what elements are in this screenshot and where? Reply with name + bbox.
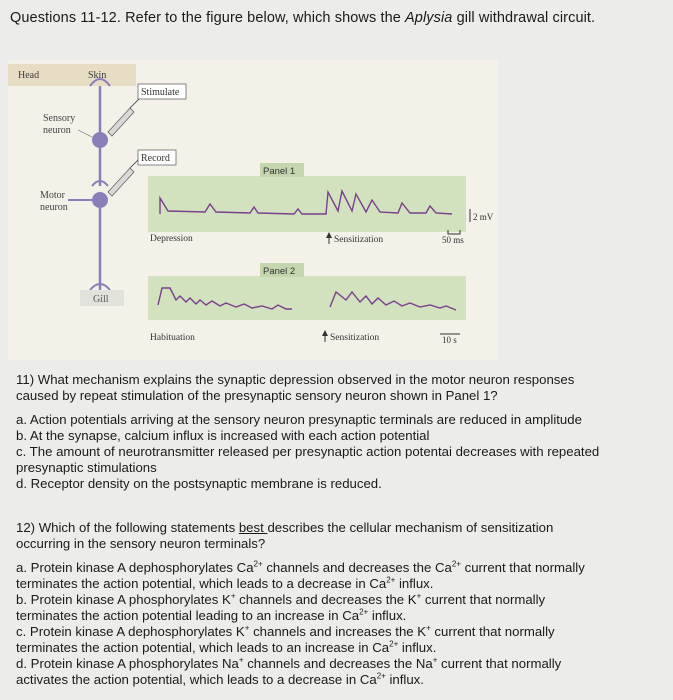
stimulate-label: Stimulate (141, 87, 180, 98)
question-12 (16, 520, 661, 688)
panel1-scale-t-label: 50 ms (442, 235, 464, 245)
q12-stem-2: occurring in the sensory neuron terminals? (16, 536, 266, 551)
q12-stem-1: 12) Which of the following statements best describes the cellular mechanism of sensitization (16, 520, 554, 535)
record-label: Record (141, 153, 170, 164)
q12-option-a-1: a. Protein kinase A dephosphorylates $Ca^{2+}$ channels and decreases the $Ca^{2+}$ current that normally (16, 559, 585, 575)
header-prefix: Questions 11-12. Refer to the figure below, which shows the (10, 10, 406, 26)
panel2-habituation-label: Habituation (150, 333, 195, 343)
panel1-title: Panel 1 (263, 166, 296, 177)
q12-option-d-2: activates the action potential, which leads to a decrease in $Ca^{2+}$ influx. (16, 671, 424, 687)
sensory-soma (92, 132, 108, 148)
q12-option-c-1: c. Protein kinase A dephosphorylates K+ channels and increases the K+ current that normally (16, 623, 555, 639)
sensory-label-1: Sensory (43, 113, 76, 124)
skin-label: Skin (88, 70, 107, 81)
panel2-title: Panel 2 (263, 266, 296, 277)
q12-best-underlined: best (238, 520, 268, 535)
q12-option-c-2: terminates the action potential, which leads to an increase in $Ca^{2+}$ influx. (16, 639, 437, 655)
q12-option-b-2: terminates the action potential leading to an increase in $Ca^{2+}$ influx. (16, 607, 407, 623)
q11-option-c-1: c. The amount of neurotransmitter released per presynaptic action potentai decreases with repeated (16, 444, 600, 459)
panel2-box (148, 276, 466, 320)
panel1-box (148, 176, 466, 232)
motor-label-1: Motor (40, 190, 65, 201)
panel2-scale-t-label: 10 s (442, 335, 457, 345)
motor-soma (92, 192, 108, 208)
q11-stem-2: caused by repeat stimulation of the presynaptic sensory neuron shown in Panel 1? (16, 388, 498, 403)
sensory-label-2: neuron (43, 125, 71, 136)
panel1-sensitization-label: Sensitization (334, 235, 384, 245)
q11-option-c-2: presynaptic stimulations (16, 460, 157, 475)
q12-option-b-1: b. Protein kinase A phosphorylates K+ channels and decreases the K+ current that normally (16, 591, 546, 607)
q11-option-a: a. Action potentials arriving at the sensory neuron presynaptic terminals are reduced in amplitude (16, 412, 582, 427)
header-species: Aplysia (405, 10, 453, 26)
head-label: Head (18, 70, 40, 81)
header-suffix: gill withdrawal circuit. (452, 10, 596, 26)
q12-option-d-1: d. Protein kinase A phosphorylates Na+ channels and decreases the Na+ current that normally (16, 655, 562, 671)
q11-stem-1: 11) What mechanism explains the synaptic depression observed in the motor neuron responses (16, 372, 575, 387)
question-11 (16, 372, 661, 492)
panel1-scale-v-label: 2 mV (473, 212, 494, 222)
motor-label-2: neuron (40, 202, 68, 213)
q11-option-d: d. Receptor density on the postsynaptic membrane is reduced. (16, 476, 382, 491)
panel1-depression-label: Depression (150, 234, 193, 244)
q11-option-b: b. At the synapse, calcium influx is increased with each action potential (16, 428, 430, 443)
q12-option-a-2: terminates the action potential, which leads to a decrease in $Ca^{2+}$ influx. (16, 575, 434, 591)
panel2-sensitization-label: Sensitization (330, 333, 380, 343)
gill-label: Gill (93, 294, 109, 305)
